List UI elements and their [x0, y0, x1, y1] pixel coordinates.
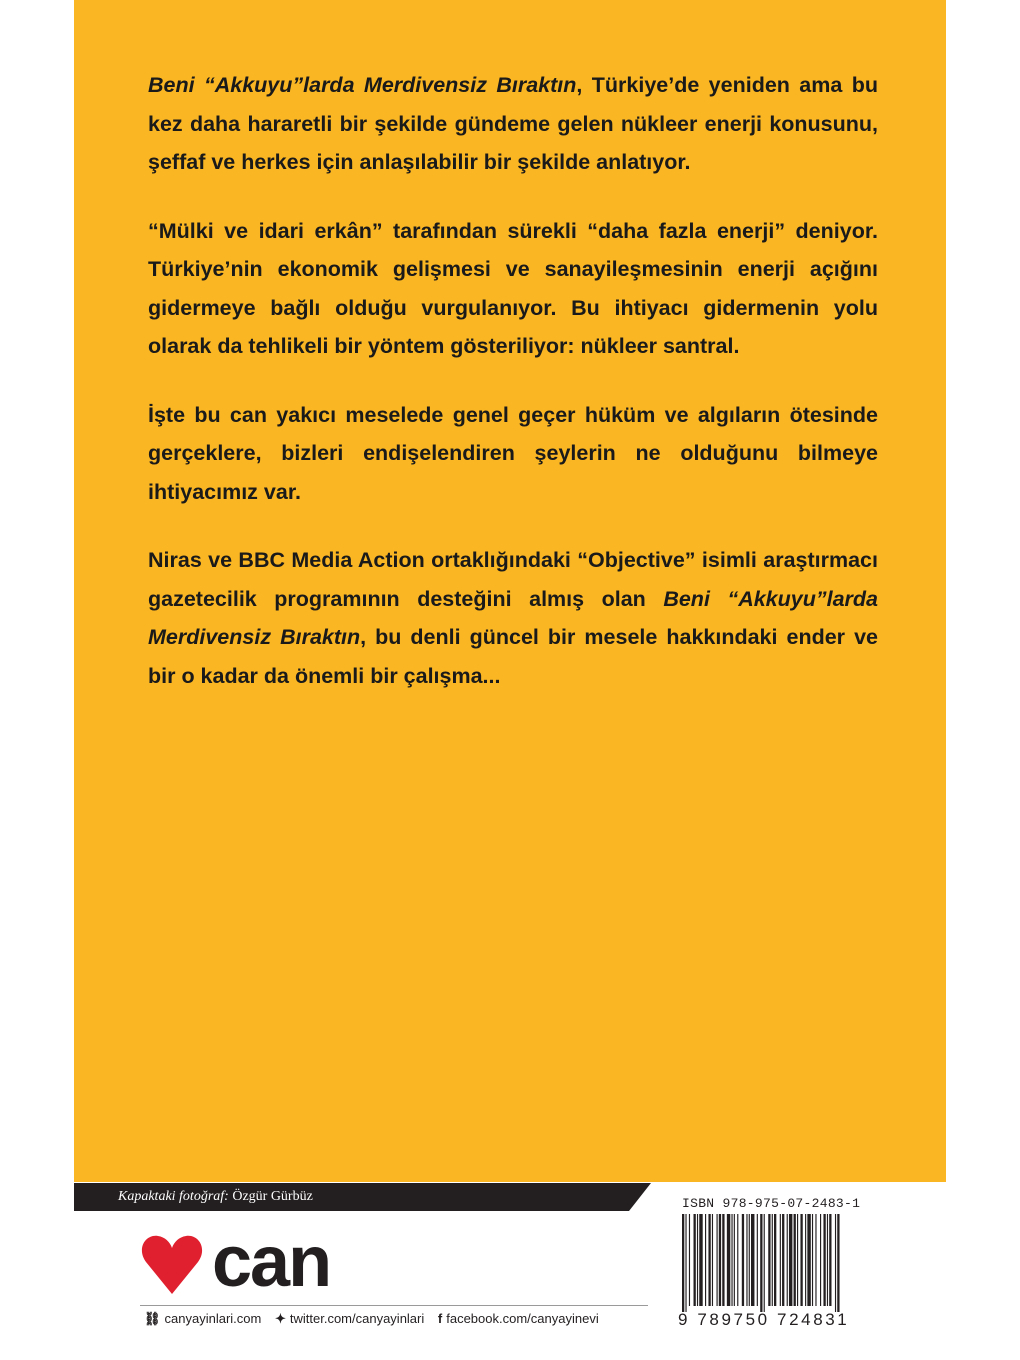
- barcode-bar: [812, 1214, 813, 1306]
- blurb-paragraph-1: [148, 66, 878, 182]
- photo-credit-label: Kapaktaki fotoğraf:: [118, 1189, 229, 1204]
- blurb-paragraph-2: “Mülki ve idari erkân” tarafından sürekli “daha fazla enerji” deniyor. Türkiye’nin ekonomik gelişmesi ve sanayileşmesinin enerji açığını gidermeye bağlı olduğu vurgulanıyor. Bu ihtiyacı gidermenin yolu olarak da tehlikeli bir yöntem gösteriliyor: nükleer santral.: [148, 218, 878, 358]
- barcode-bar: [780, 1214, 781, 1306]
- barcode-bar: [737, 1214, 738, 1306]
- twitter-icon: ✦: [274, 1311, 286, 1326]
- twitter-text: twitter.com/canyayinlari: [289, 1311, 425, 1326]
- barcode-bar: [685, 1214, 686, 1312]
- blurb-paragraph-3: İşte bu can yakıcı meselede genel geçer hüküm ve algıların ötesinde gerçeklere, bizleri endişelendiren şeylerin ne olduğunu bilmeye ihtiyacımız var.: [148, 402, 878, 504]
- back-cover: [74, 0, 946, 1360]
- barcode-bar: [772, 1214, 773, 1306]
- barcode-bar: [774, 1214, 776, 1306]
- credit-bar-corner: [629, 1183, 651, 1211]
- footer-divider: [140, 1305, 648, 1306]
- barcode-bar: [797, 1214, 798, 1306]
- barcode-bar: [705, 1214, 706, 1306]
- photo-credit-bar: [74, 1183, 629, 1211]
- logo-wordmark: can: [212, 1232, 331, 1296]
- barcode-bar: [697, 1214, 698, 1306]
- book-title-italic-2: Beni “Akkuyu”larda Merdivensiz Bıraktın: [148, 586, 878, 649]
- barcode-bar: [694, 1214, 696, 1306]
- barcode-bar: [768, 1214, 770, 1306]
- barcode-bar: [787, 1214, 788, 1306]
- facebook-link[interactable]: [438, 1311, 599, 1326]
- barcode-bar: [749, 1214, 750, 1306]
- barcode-bar: [789, 1214, 792, 1306]
- barcode-bar: [794, 1214, 796, 1306]
- barcode-bar: [708, 1214, 710, 1306]
- blurb-paragraph-4: [148, 541, 878, 695]
- barcode-bar: [731, 1214, 732, 1306]
- facebook-text: facebook.com/canyayinevi: [446, 1311, 599, 1326]
- barcode-bar: [727, 1214, 730, 1306]
- barcode-bar: [760, 1214, 762, 1312]
- barcode-bar: [722, 1214, 724, 1306]
- barcode-bar: [717, 1214, 718, 1306]
- barcode-bar: [719, 1214, 721, 1306]
- barcode-bar: [682, 1214, 684, 1312]
- website-link[interactable]: [144, 1311, 261, 1326]
- facebook-icon: f: [437, 1311, 443, 1326]
- book-title-italic: Beni “Akkuyu”larda Merdivensiz Bıraktın: [148, 73, 577, 97]
- isbn-barcode: [678, 1196, 884, 1334]
- barcode-bar: [815, 1214, 816, 1306]
- barcode-bar: [734, 1214, 735, 1306]
- barcode-bar: [807, 1214, 810, 1306]
- social-links: [144, 1308, 684, 1330]
- barcode-bar: [764, 1214, 765, 1312]
- barcode-bar: [829, 1214, 831, 1306]
- website-text: canyayinlari.com: [164, 1311, 262, 1326]
- barcode-bar: [782, 1214, 784, 1306]
- blurb-paragraph-1-text: , Türkiye’de yeniden ama bu kez daha hararetli bir şekilde gündeme gelen nükleer enerji konusunu, şeffaf ve herkes için anlaşılabilir bir şekilde anlatıyor.: [148, 73, 878, 174]
- barcode-bar: [823, 1214, 825, 1306]
- barcode-bar: [689, 1214, 690, 1306]
- barcode-bar: [712, 1214, 713, 1306]
- barcode-bar: [827, 1214, 828, 1306]
- heart-icon: [142, 1236, 202, 1294]
- barcode-bars: [678, 1214, 884, 1312]
- barcode-bar: [820, 1214, 821, 1306]
- yellow-panel: [74, 0, 946, 1182]
- barcode-bar: [757, 1214, 758, 1306]
- barcode-bar: [800, 1214, 802, 1306]
- photo-credit-name: Özgür Gürbüz: [228, 1189, 313, 1204]
- link-icon: ⛓: [144, 1311, 161, 1326]
- blurb-text: [148, 66, 878, 725]
- blurb-paragraph-4-end: , bu denli güncel bir mesele hakkındaki ender ve bir o kadar da önemli bir çalışma...: [148, 625, 878, 688]
- barcode-bar: [835, 1214, 836, 1312]
- barcode-bar: [751, 1214, 754, 1306]
- publisher-logo: [140, 1232, 420, 1296]
- barcode-bar: [805, 1214, 806, 1306]
- blurb-paragraph-4-start: Niras ve BBC Media Action ortaklığındaki “Objective” isimli araştırmacı gazetecilik programının desteğini almış olan: [148, 548, 878, 611]
- barcode-digits: 9 789750 724831: [678, 1310, 850, 1329]
- barcode-bar: [837, 1214, 839, 1312]
- barcode-bar: [699, 1214, 702, 1306]
- twitter-link[interactable]: [275, 1311, 424, 1326]
- barcode-bar: [742, 1214, 744, 1306]
- isbn-label: ISBN 978-975-07-2483-1: [682, 1196, 861, 1211]
- barcode-bar: [746, 1214, 747, 1306]
